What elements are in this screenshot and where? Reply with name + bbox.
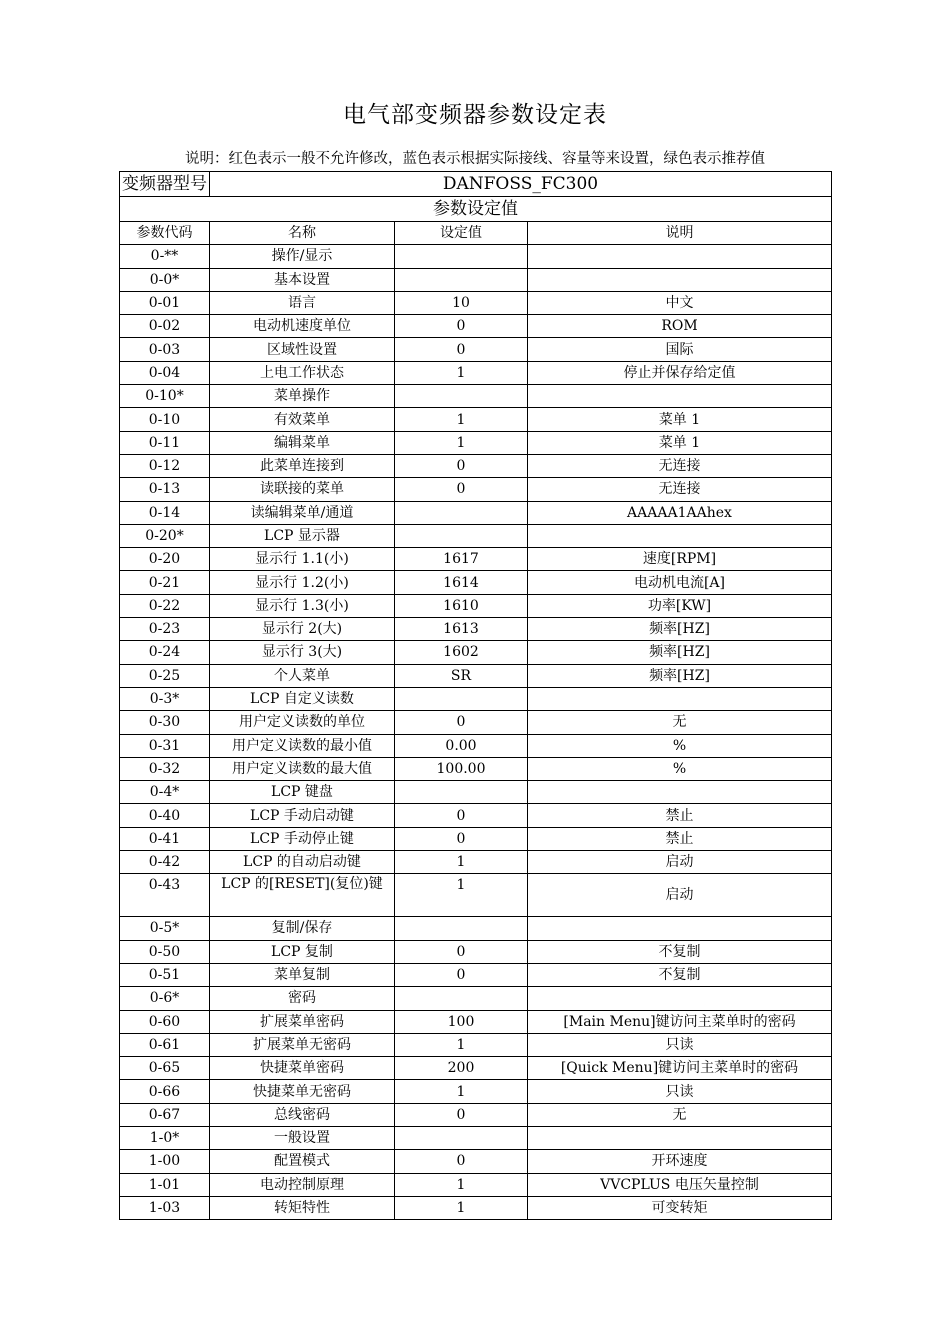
- param-code: 0-42: [120, 851, 210, 874]
- param-name: 配置模式: [210, 1150, 395, 1173]
- param-value: 1617: [395, 548, 528, 571]
- param-code: 0-04: [120, 361, 210, 384]
- param-desc: 菜单 1: [528, 431, 832, 454]
- param-value: 1: [395, 1173, 528, 1196]
- param-value: [395, 1126, 528, 1149]
- param-name: 扩展菜单无密码: [210, 1033, 395, 1056]
- param-value: [395, 781, 528, 804]
- param-desc: [528, 987, 832, 1010]
- model-value: DANFOSS_FC300: [210, 172, 832, 197]
- param-code: 0-24: [120, 641, 210, 664]
- model-label: 变频器型号: [120, 172, 210, 197]
- param-name: 转矩特性: [210, 1196, 395, 1219]
- param-value: 0: [395, 827, 528, 850]
- param-value: 1: [395, 1196, 528, 1219]
- param-value: 0.00: [395, 734, 528, 757]
- section-title: 参数设定值: [120, 197, 832, 222]
- param-name: 个人菜单: [210, 664, 395, 687]
- param-name: 电动控制原理: [210, 1173, 395, 1196]
- param-code: 0-25: [120, 664, 210, 687]
- param-value: [395, 987, 528, 1010]
- table-row: [120, 874, 832, 917]
- table-row: [120, 940, 832, 963]
- param-name: 区域性设置: [210, 338, 395, 361]
- table-row: [120, 571, 832, 594]
- param-value: 0: [395, 1150, 528, 1173]
- param-name: 显示行 1.2(小): [210, 571, 395, 594]
- param-name: 密码: [210, 987, 395, 1010]
- param-desc: 频率[HZ]: [528, 664, 832, 687]
- param-desc: VVCPLUS 电压矢量控制: [528, 1173, 832, 1196]
- param-desc: 无: [528, 1103, 832, 1126]
- table-row: [120, 408, 832, 431]
- param-desc: 频率[HZ]: [528, 641, 832, 664]
- param-code: 0-**: [120, 245, 210, 268]
- param-desc: 只读: [528, 1033, 832, 1056]
- parameter-table: [119, 171, 832, 1220]
- table-row: [120, 1196, 832, 1219]
- param-desc: %: [528, 734, 832, 757]
- param-desc: 无: [528, 711, 832, 734]
- param-value: [395, 385, 528, 408]
- table-row: [120, 338, 832, 361]
- param-name: 总线密码: [210, 1103, 395, 1126]
- param-name: LCP 显示器: [210, 524, 395, 547]
- param-value: 1: [395, 408, 528, 431]
- table-row: [120, 687, 832, 710]
- param-desc: [528, 524, 832, 547]
- param-value: 0: [395, 338, 528, 361]
- param-desc: 不复制: [528, 940, 832, 963]
- param-code: 0-67: [120, 1103, 210, 1126]
- table-row: [120, 1150, 832, 1173]
- param-desc: 无连接: [528, 478, 832, 501]
- param-desc: 禁止: [528, 827, 832, 850]
- param-name: 用户定义读数的单位: [210, 711, 395, 734]
- table-row: [120, 454, 832, 477]
- param-value: 0: [395, 963, 528, 986]
- param-name: 编辑菜单: [210, 431, 395, 454]
- param-desc: 不复制: [528, 963, 832, 986]
- table-row: [120, 385, 832, 408]
- table-row: [120, 851, 832, 874]
- table-row: [120, 548, 832, 571]
- param-name: 一般设置: [210, 1126, 395, 1149]
- param-name: LCP 自定义读数: [210, 687, 395, 710]
- param-value: [395, 524, 528, 547]
- param-code: 0-41: [120, 827, 210, 850]
- param-code: 0-43: [120, 874, 210, 917]
- param-code: 0-10: [120, 408, 210, 431]
- table-row: [120, 1173, 832, 1196]
- table-row: [120, 1103, 832, 1126]
- param-value: 1: [395, 1080, 528, 1103]
- header-row: [120, 222, 832, 245]
- param-desc: [528, 917, 832, 940]
- param-desc: ROM: [528, 315, 832, 338]
- param-code: 0-21: [120, 571, 210, 594]
- table-row: [120, 501, 832, 524]
- param-code: 1-03: [120, 1196, 210, 1219]
- param-desc: [Quick Menu]键访问主菜单时的密码: [528, 1057, 832, 1080]
- param-code: 0-03: [120, 338, 210, 361]
- header-desc: 说明: [528, 222, 832, 245]
- param-code: 0-02: [120, 315, 210, 338]
- param-code: 0-23: [120, 618, 210, 641]
- param-name: 显示行 2(大): [210, 618, 395, 641]
- param-value: 1: [395, 1033, 528, 1056]
- param-value: 1: [395, 851, 528, 874]
- param-code: 0-66: [120, 1080, 210, 1103]
- table-row: [120, 245, 832, 268]
- param-name: 快捷菜单密码: [210, 1057, 395, 1080]
- param-value: [395, 268, 528, 291]
- param-code: 0-6*: [120, 987, 210, 1010]
- param-desc: AAAAA1AAhex: [528, 501, 832, 524]
- param-value: 0: [395, 478, 528, 501]
- param-code: 0-40: [120, 804, 210, 827]
- param-desc: 国际: [528, 338, 832, 361]
- param-desc: [528, 268, 832, 291]
- param-value: SR: [395, 664, 528, 687]
- param-code: 0-50: [120, 940, 210, 963]
- param-value: 0: [395, 940, 528, 963]
- table-row: [120, 594, 832, 617]
- table-row: [120, 291, 832, 314]
- param-code: 0-20: [120, 548, 210, 571]
- table-row: [120, 1057, 832, 1080]
- table-row: [120, 711, 832, 734]
- param-value: 1610: [395, 594, 528, 617]
- table-row: [120, 315, 832, 338]
- param-code: 0-65: [120, 1057, 210, 1080]
- param-desc: 停止并保存给定值: [528, 361, 832, 384]
- param-name: 扩展菜单密码: [210, 1010, 395, 1033]
- table-row: [120, 827, 832, 850]
- param-code: 0-32: [120, 757, 210, 780]
- param-value: [395, 245, 528, 268]
- param-code: 0-22: [120, 594, 210, 617]
- param-desc: 开环速度: [528, 1150, 832, 1173]
- param-value: 10: [395, 291, 528, 314]
- header-name: 名称: [210, 222, 395, 245]
- param-name: LCP 复制: [210, 940, 395, 963]
- param-desc: [Main Menu]键访问主菜单时的密码: [528, 1010, 832, 1033]
- param-name: LCP 的自动启动键: [210, 851, 395, 874]
- param-value: [395, 687, 528, 710]
- model-row: [120, 172, 832, 197]
- table-row: [120, 987, 832, 1010]
- header-code: 参数代码: [120, 222, 210, 245]
- table-row: [120, 664, 832, 687]
- param-desc: [528, 781, 832, 804]
- param-value: 1: [395, 361, 528, 384]
- param-code: 0-51: [120, 963, 210, 986]
- param-code: 0-13: [120, 478, 210, 501]
- param-value: [395, 501, 528, 524]
- param-desc: 启动: [528, 851, 832, 874]
- param-value: 200: [395, 1057, 528, 1080]
- page-title: 电气部变频器参数设定表: [343, 102, 607, 128]
- param-code: 0-31: [120, 734, 210, 757]
- param-code: 0-4*: [120, 781, 210, 804]
- param-desc: 功率[KW]: [528, 594, 832, 617]
- color-legend-note: 说明：红色表示一般不允许修改，蓝色表示根据实际接线、容量等来设置，绿色表示推荐值: [185, 151, 765, 167]
- table-row: [120, 917, 832, 940]
- param-value: 1613: [395, 618, 528, 641]
- table-row: [120, 478, 832, 501]
- param-code: 0-3*: [120, 687, 210, 710]
- table-row: [120, 1126, 832, 1149]
- param-value: 100: [395, 1010, 528, 1033]
- param-desc: 菜单 1: [528, 408, 832, 431]
- table-row: [120, 781, 832, 804]
- param-code: 1-01: [120, 1173, 210, 1196]
- param-name: 显示行 1.3(小): [210, 594, 395, 617]
- param-name: 菜单复制: [210, 963, 395, 986]
- param-code: 0-14: [120, 501, 210, 524]
- param-code: 0-30: [120, 711, 210, 734]
- param-name: 读联接的菜单: [210, 478, 395, 501]
- param-value: 1: [395, 874, 528, 917]
- param-name: LCP 键盘: [210, 781, 395, 804]
- param-name: LCP 手动停止键: [210, 827, 395, 850]
- param-name: 显示行 3(大): [210, 641, 395, 664]
- param-code: 0-20*: [120, 524, 210, 547]
- param-name: 读编辑菜单/通道: [210, 501, 395, 524]
- param-name: LCP 手动启动键: [210, 804, 395, 827]
- param-value: 1: [395, 431, 528, 454]
- table-row: [120, 524, 832, 547]
- param-desc: 电动机电流[A]: [528, 571, 832, 594]
- param-desc: 中文: [528, 291, 832, 314]
- param-name: 操作/显示: [210, 245, 395, 268]
- param-name: 上电工作状态: [210, 361, 395, 384]
- table-row: [120, 431, 832, 454]
- param-desc: [528, 687, 832, 710]
- param-value: 1602: [395, 641, 528, 664]
- table-row: [120, 1033, 832, 1056]
- param-value: 0: [395, 454, 528, 477]
- param-name: 用户定义读数的最大值: [210, 757, 395, 780]
- section-row: [120, 197, 832, 222]
- param-desc: [528, 385, 832, 408]
- param-name: 用户定义读数的最小值: [210, 734, 395, 757]
- table-row: [120, 1080, 832, 1103]
- param-name: LCP 的[RESET](复位)键: [210, 874, 395, 917]
- table-row: [120, 734, 832, 757]
- param-desc: 无连接: [528, 454, 832, 477]
- param-code: 0-12: [120, 454, 210, 477]
- table-row: [120, 963, 832, 986]
- table-row: [120, 804, 832, 827]
- table-row: [120, 361, 832, 384]
- param-code: 1-0*: [120, 1126, 210, 1149]
- param-desc: 频率[HZ]: [528, 618, 832, 641]
- param-value: 0: [395, 315, 528, 338]
- param-desc: [528, 245, 832, 268]
- param-code: 0-01: [120, 291, 210, 314]
- param-desc: 速度[RPM]: [528, 548, 832, 571]
- table-row: [120, 641, 832, 664]
- param-code: 0-60: [120, 1010, 210, 1033]
- param-code: 0-10*: [120, 385, 210, 408]
- param-code: 0-11: [120, 431, 210, 454]
- param-desc: 可变转矩: [528, 1196, 832, 1219]
- param-name: 显示行 1.1(小): [210, 548, 395, 571]
- param-code: 1-00: [120, 1150, 210, 1173]
- param-desc: 禁止: [528, 804, 832, 827]
- header-value: 设定值: [395, 222, 528, 245]
- param-value: 1614: [395, 571, 528, 594]
- param-name: 电动机速度单位: [210, 315, 395, 338]
- param-desc: 启动: [528, 874, 832, 917]
- param-value: [395, 917, 528, 940]
- param-desc: [528, 1126, 832, 1149]
- param-desc: %: [528, 757, 832, 780]
- table-row: [120, 268, 832, 291]
- table-row: [120, 618, 832, 641]
- param-name: 基本设置: [210, 268, 395, 291]
- param-name: 复制/保存: [210, 917, 395, 940]
- table-row: [120, 1010, 832, 1033]
- param-value: 100.00: [395, 757, 528, 780]
- table-row: [120, 757, 832, 780]
- param-name: 快捷菜单无密码: [210, 1080, 395, 1103]
- param-desc: 只读: [528, 1080, 832, 1103]
- param-value: 0: [395, 711, 528, 734]
- param-value: 0: [395, 1103, 528, 1126]
- param-code: 0-61: [120, 1033, 210, 1056]
- param-code: 0-0*: [120, 268, 210, 291]
- param-name: 菜单操作: [210, 385, 395, 408]
- param-name: 语言: [210, 291, 395, 314]
- param-value: 0: [395, 804, 528, 827]
- param-name: 有效菜单: [210, 408, 395, 431]
- param-name: 此菜单连接到: [210, 454, 395, 477]
- param-code: 0-5*: [120, 917, 210, 940]
